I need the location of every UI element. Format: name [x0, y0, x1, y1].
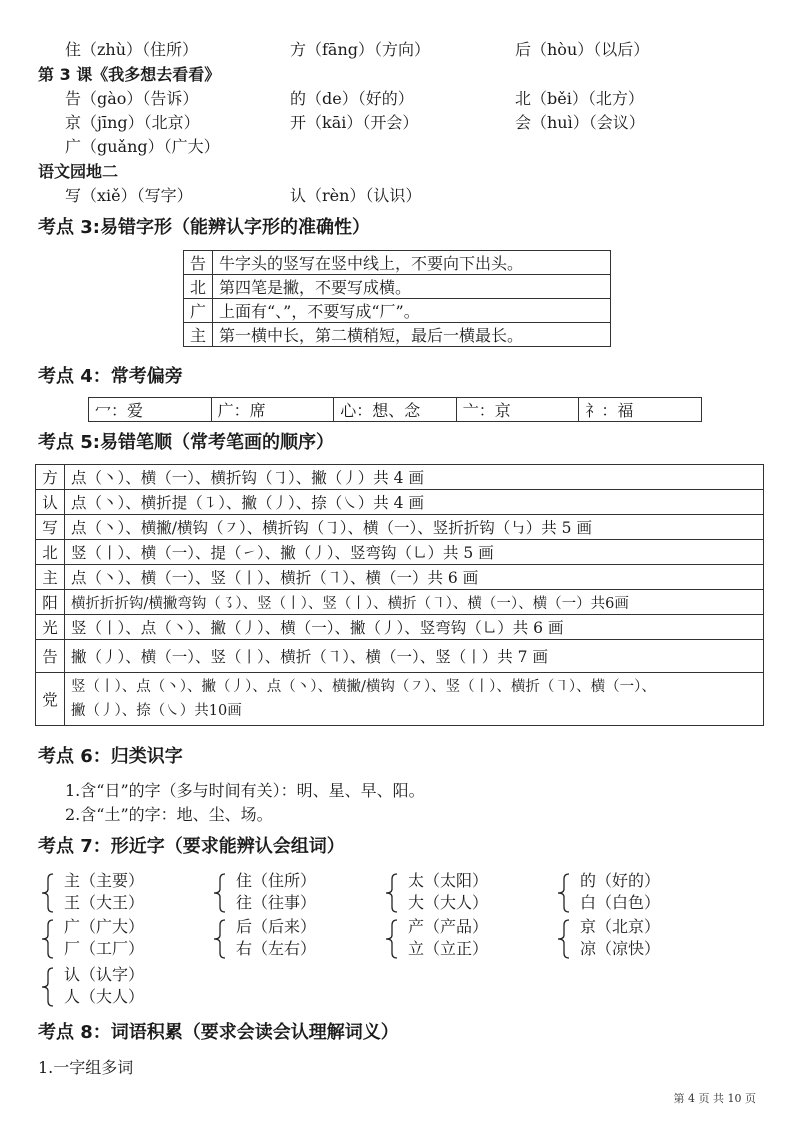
word-hou: 后（hòu）（以后）: [515, 40, 650, 59]
kd6-title: 考点 6：归类识字: [38, 746, 183, 767]
table-row: [36, 590, 764, 615]
table-row: [36, 515, 764, 540]
kd3-title: 考点 3:易错字形（能辨认字形的准确性）: [38, 217, 370, 238]
table-cell-char: 北: [36, 540, 65, 565]
table-cell-char: 方: [36, 465, 65, 490]
table-cell-char: 告: [184, 251, 213, 275]
radical-cell: 广：席: [211, 398, 334, 422]
table-cell-char: 光: [36, 615, 65, 640]
word-zhu: 住（zhù）（住所）: [65, 40, 199, 59]
table-cell-char: 党: [36, 673, 65, 726]
similar-char-word: 主（主要）: [64, 871, 145, 890]
table-cell-text: 上面有“、”，不要写成“厂”。: [213, 299, 611, 323]
table-cell-text: [65, 673, 764, 726]
table-cell-char: 主: [184, 323, 213, 347]
similar-char-word: 产（产品）: [408, 917, 489, 936]
kd3-table: [183, 250, 611, 347]
table-cell-char: 告: [36, 640, 65, 673]
word-jing: 京（jīng）（北京）: [65, 113, 200, 132]
page-footer: 第 4 页 共 10 页: [673, 1092, 756, 1105]
radical-cell: 冖：爱: [89, 398, 212, 422]
similar-char-word: 人（大人）: [64, 987, 145, 1006]
table-cell-char: 北: [184, 275, 213, 299]
brace-icon: [212, 918, 226, 960]
similar-char-word: 大（大人）: [408, 893, 489, 912]
table-cell-text: 点（丶）、横撇/横钩（㇇）、横折钩（㇆）、横（一）、竖折折钩（㇉）共 5 画: [65, 515, 764, 540]
kd6-item-2: 2.含“土”的字：地、尘、场。: [65, 805, 273, 824]
radical-cell: 心：想、念: [334, 398, 457, 422]
table-cell-char: 主: [36, 565, 65, 590]
lesson3-title: 第 3 课《我多想去看看》: [38, 65, 221, 84]
kd5-title: 考点 5:易错笔顺（常考笔画的顺序）: [38, 432, 334, 453]
table-row: [36, 640, 764, 673]
brace-icon: [212, 872, 226, 914]
similar-char-word: 王（大王）: [64, 893, 145, 912]
word-gao: 告（gào）（告诉）: [65, 89, 199, 108]
similar-char-word: 后（后来）: [236, 917, 317, 936]
brace-icon: [556, 918, 570, 960]
table-cell-text: 撇（丿）、横（一）、竖（丨）、横折（㇕）、横（一）、竖（丨）共 7 画: [65, 640, 764, 673]
table-row: [36, 465, 764, 490]
similar-char-word: 厂（工厂）: [64, 939, 145, 958]
similar-char-word: 右（左右）: [236, 939, 317, 958]
table-cell-char: 阳: [36, 590, 65, 615]
table-cell-text: 竖（丨）、横（一）、提（㇀）、撇（丿）、竖弯钩（㇟）共 5 画: [65, 540, 764, 565]
garden2-title: 语文园地二: [38, 162, 119, 181]
brace-icon: [556, 872, 570, 914]
table-cell-text: 点（丶）、横（一）、横折钩（㇆）、撇（丿）共 4 画: [65, 465, 764, 490]
stroke-line-1: 竖（丨）、点（丶）、撇（丿）、点（丶）、横撇/横钩（㇇）、竖（丨）、横折（㇕）、横（一）、: [71, 679, 656, 695]
word-guang: 广（guǎng）（广大）: [65, 137, 220, 156]
similar-char-word: 立（立正）: [408, 939, 489, 958]
word-de: 的（de）（好的）: [290, 89, 414, 108]
word-hui: 会（huì）（会议）: [515, 113, 645, 132]
table-row: [184, 299, 611, 323]
table-cell-text: 第四笔是撇，不要写成横。: [213, 275, 611, 299]
kd8-sub: 1.一字组多词: [38, 1058, 134, 1077]
table-row: [36, 673, 764, 726]
brace-icon: [384, 872, 398, 914]
table-row: [184, 275, 611, 299]
table-cell-char: 认: [36, 490, 65, 515]
table-cell-text: 第一横中长，第二横稍短，最后一横最长。: [213, 323, 611, 347]
table-row: [36, 615, 764, 640]
table-row: [36, 490, 764, 515]
table-cell-text: 竖（丨）、点（丶）、撇（丿）、横（一）、撇（丿）、竖弯钩（㇟）共 6 画: [65, 615, 764, 640]
similar-char-word: 住（住所）: [236, 871, 317, 890]
table-row: [89, 398, 702, 422]
word-xie: 写（xiě）（写字）: [65, 186, 193, 205]
kd5-table: [35, 464, 764, 726]
table-cell-char: 广: [184, 299, 213, 323]
kd4-table: [88, 397, 702, 422]
similar-char-word: 太（太阳）: [408, 871, 489, 890]
table-row: [36, 540, 764, 565]
table-row: [184, 251, 611, 275]
kd4-title: 考点 4：常考偏旁: [38, 366, 183, 387]
similar-char-word: 的（好的）: [580, 871, 661, 890]
table-cell-text: 横折折折钩/横撇弯钩（㇌）、竖（丨）、竖（丨）、横折（㇕）、横（一）、横（一）共6画: [65, 590, 764, 615]
similar-char-word: 凉（凉快）: [580, 939, 661, 958]
word-ren: 认（rèn）（认识）: [290, 186, 422, 205]
table-row: [36, 565, 764, 590]
brace-icon: [40, 872, 54, 914]
brace-icon: [40, 966, 54, 1008]
kd6-item-1: 1.含“日”的字（多与时间有关）：明、星、早、阳。: [65, 781, 425, 800]
kd7-title: 考点 7：形近字（要求能辨认会组词）: [38, 836, 345, 857]
table-row: [184, 323, 611, 347]
similar-char-word: 广（广大）: [64, 917, 145, 936]
brace-icon: [40, 918, 54, 960]
table-cell-text: 点（丶）、横（一）、竖（丨）、横折（㇕）、横（一）共 6 画: [65, 565, 764, 590]
similar-char-word: 往（往事）: [236, 893, 317, 912]
stroke-line-2: 撇（丿）、捺（㇏）共10画: [71, 703, 242, 719]
word-bei: 北（běi）（北方）: [515, 89, 644, 108]
word-kai: 开（kāi）（开会）: [290, 113, 419, 132]
table-cell-char: 写: [36, 515, 65, 540]
radical-cell: 亠：京: [456, 398, 579, 422]
word-fang: 方（fāng）（方向）: [290, 40, 431, 59]
similar-char-word: 白（白色）: [580, 893, 661, 912]
brace-icon: [384, 918, 398, 960]
similar-char-word: 京（北京）: [580, 917, 661, 936]
table-cell-text: 牛字头的竖写在竖中线上，不要向下出头。: [213, 251, 611, 275]
radical-cell: 礻：福: [579, 398, 702, 422]
table-cell-text: 点（丶）、横折提（㇊）、撇（丿）、捺（㇏）共 4 画: [65, 490, 764, 515]
kd8-title: 考点 8：词语积累（要求会读会认理解词义）: [38, 1022, 399, 1043]
similar-char-word: 认（认字）: [64, 965, 145, 984]
